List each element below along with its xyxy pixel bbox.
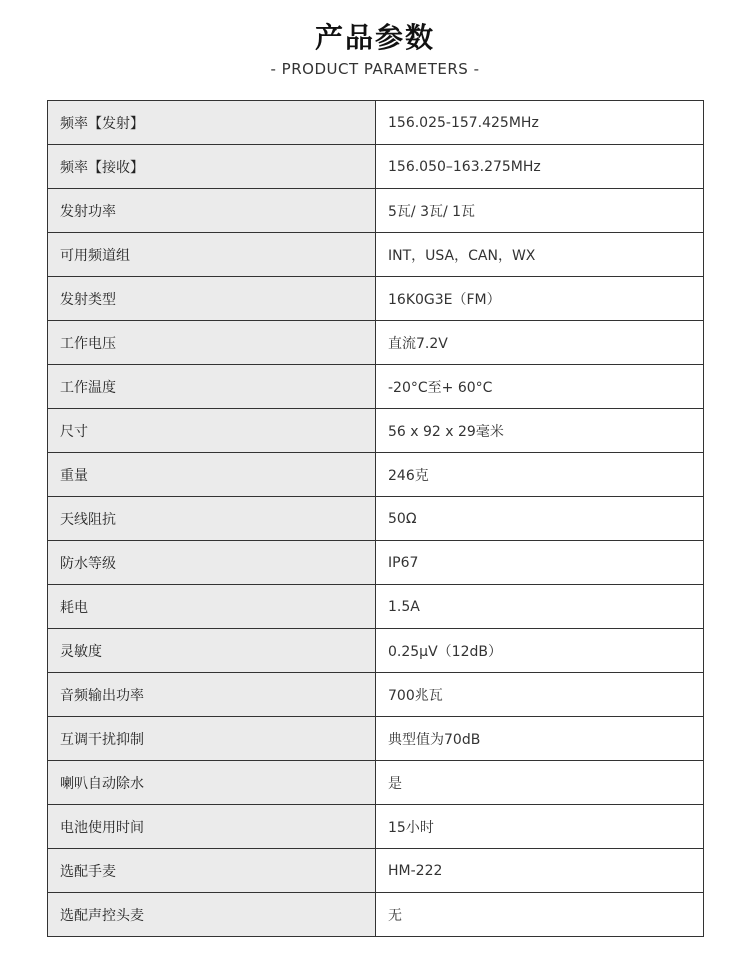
param-value: 典型值为70dB	[376, 717, 704, 761]
param-label: 互调干扰抑制	[48, 717, 376, 761]
param-value: 15小时	[376, 805, 704, 849]
page-title: 产品参数	[314, 21, 435, 54]
param-label: 选配声控头麦	[48, 893, 376, 937]
param-value: 1.5A	[376, 585, 704, 629]
table-row	[48, 409, 704, 453]
param-label: 灵敏度	[48, 629, 376, 673]
param-value: 是	[376, 761, 704, 805]
table-row	[48, 145, 704, 189]
param-value: 直流7.2V	[376, 321, 704, 365]
table-row	[48, 893, 704, 937]
param-value: 5瓦/ 3瓦/ 1瓦	[376, 189, 704, 233]
table-row	[48, 277, 704, 321]
parameters-table	[47, 100, 704, 937]
table-row	[48, 585, 704, 629]
param-label: 防水等级	[48, 541, 376, 585]
param-value: 700兆瓦	[376, 673, 704, 717]
param-value: INT，USA，CAN，WX	[376, 233, 704, 277]
table-row	[48, 189, 704, 233]
param-label: 频率【发射】	[48, 101, 376, 145]
param-value: 246克	[376, 453, 704, 497]
param-value: HM-222	[376, 849, 704, 893]
param-label: 频率【接收】	[48, 145, 376, 189]
param-label: 工作温度	[48, 365, 376, 409]
param-label: 耗电	[48, 585, 376, 629]
param-value: 0.25μV（12dB）	[376, 629, 704, 673]
param-label: 发射类型	[48, 277, 376, 321]
param-label: 工作电压	[48, 321, 376, 365]
param-value: 16K0G3E（FM）	[376, 277, 704, 321]
param-value: 156.025-157.425MHz	[376, 101, 704, 145]
table-row	[48, 805, 704, 849]
table-row	[48, 717, 704, 761]
param-label: 发射功率	[48, 189, 376, 233]
param-label: 音频输出功率	[48, 673, 376, 717]
table-row	[48, 233, 704, 277]
table-row	[48, 849, 704, 893]
param-value: -20°C至+ 60°C	[376, 365, 704, 409]
param-label: 尺寸	[48, 409, 376, 453]
param-label: 天线阻抗	[48, 497, 376, 541]
page-header	[0, 0, 750, 100]
param-label: 喇叭自动除水	[48, 761, 376, 805]
table-row	[48, 673, 704, 717]
table-row	[48, 101, 704, 145]
page-subtitle: - PRODUCT PARAMETERS -	[270, 60, 480, 78]
table-row	[48, 541, 704, 585]
param-label: 选配手麦	[48, 849, 376, 893]
param-value: 56 x 92 x 29毫米	[376, 409, 704, 453]
table-row	[48, 453, 704, 497]
param-value: 156.050–163.275MHz	[376, 145, 704, 189]
table-row	[48, 629, 704, 673]
table-row	[48, 761, 704, 805]
param-value: 50Ω	[376, 497, 704, 541]
param-label: 电池使用时间	[48, 805, 376, 849]
table-row	[48, 321, 704, 365]
param-value: 无	[376, 893, 704, 937]
param-label: 可用频道组	[48, 233, 376, 277]
table-row	[48, 497, 704, 541]
table-row	[48, 365, 704, 409]
param-value: IP67	[376, 541, 704, 585]
param-label: 重量	[48, 453, 376, 497]
